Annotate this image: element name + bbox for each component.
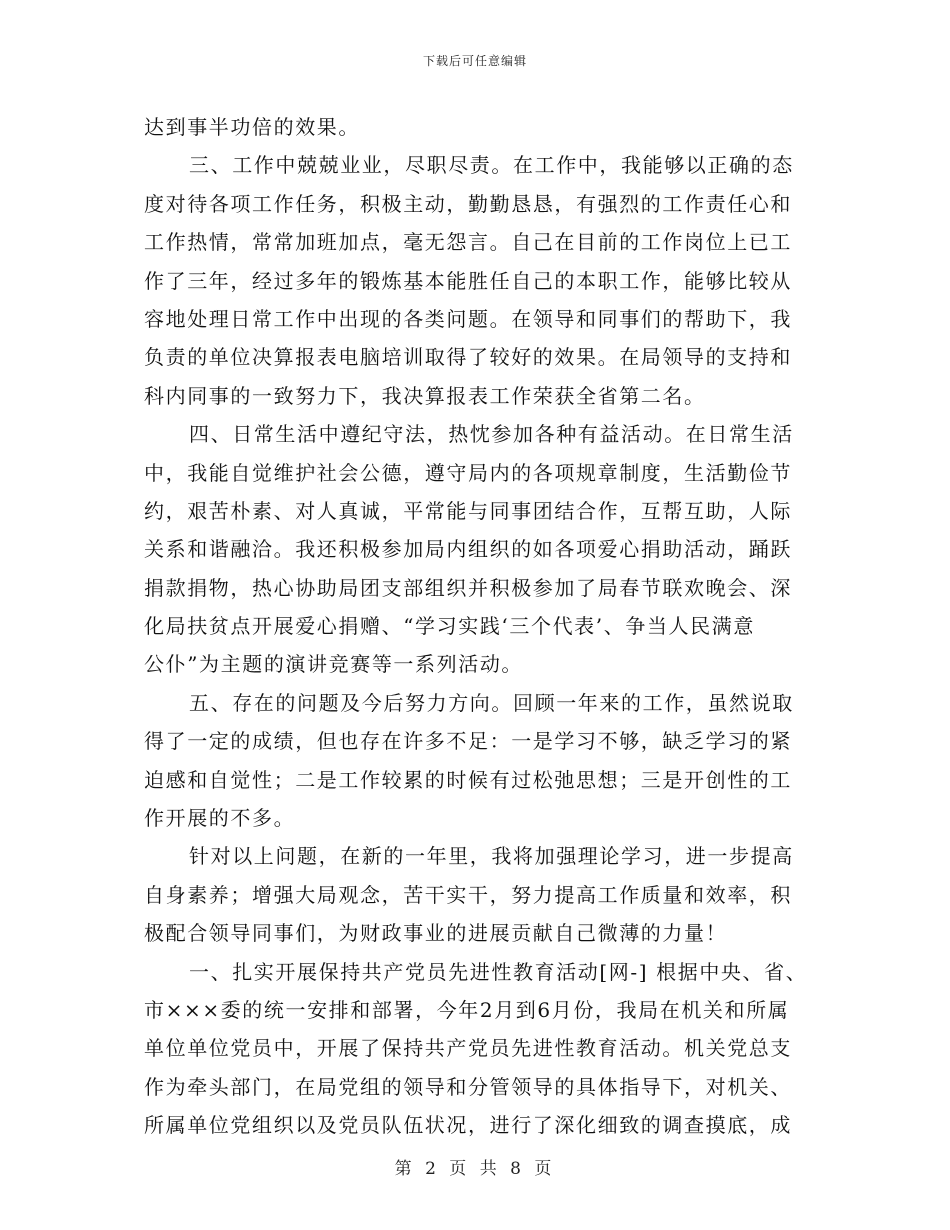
text-line: 作了三年，经过多年的锻炼基本能胜任自己的本职工作，能够比较从 bbox=[144, 268, 792, 293]
text-line: 市×××委的统一安排和部署，今年2月到6月份，我局在机关和所属 bbox=[144, 997, 790, 1022]
text-line: 五、存在的问题及今后努力方向。回顾一年来的工作，虽然说取 bbox=[189, 690, 794, 715]
text-line: 单位单位党员中，开展了保持共产党员先进性教育活动。机关党总支 bbox=[144, 1036, 792, 1061]
text-line: 化局扶贫点开展爱心捐赠、“学习实践‘三个代表’、争当人民满意 bbox=[144, 614, 755, 639]
text-line: 工作热情，常常加班加点，毫无怨言。自己在目前的工作岗位上已工 bbox=[144, 230, 792, 255]
text-line: 迫感和自觉性；二是工作较累的时候有过松弛思想；三是开创性的工 bbox=[144, 767, 792, 792]
text-line: 得了一定的成绩，但也存在许多不足：一是学习不够，缺乏学习的紧 bbox=[144, 729, 792, 754]
page-header: 下载后可任意编辑 bbox=[422, 54, 527, 68]
text-line: 一、扎实开展保持共产党员先进性教育活动[网-] 根据中央、省、 bbox=[189, 959, 808, 984]
text-line: 作为牵头部门，在局党组的领导和分管领导的具体指导下，对机关、 bbox=[144, 1074, 792, 1099]
text-line: 作开展的不多。 bbox=[144, 806, 296, 831]
text-line: 所属单位党组织以及党员队伍状况，进行了深化细致的调查摸底，成 bbox=[144, 1113, 792, 1138]
text-line: 中，我能自觉维护社会公德，遵守局内的各项规章制度，生活勤俭节 bbox=[144, 460, 792, 485]
page-footer: 第 2 页 共 8 页 bbox=[394, 1159, 556, 1179]
text-line: 达到事半功倍的效果。 bbox=[144, 115, 360, 139]
text-line: 约，艰苦朴素、对人真诚，平常能与同事团结合作，互帮互助，人际 bbox=[144, 498, 792, 523]
text-line: 科内同事的一致努力下，我决算报表工作荣获全省第二名。 bbox=[144, 383, 706, 408]
text-line: 负责的单位决算报表电脑培训取得了较好的效果。在局领导的支持和 bbox=[144, 345, 792, 370]
text-line: 容地处理日常工作中出现的各类问题。在领导和同事们的帮助下，我 bbox=[144, 306, 792, 331]
text-line: 极配合领导同事们，为财政事业的进展贡献自己微薄的力量！ bbox=[144, 921, 728, 946]
text-line: 三、工作中兢兢业业，尽职尽责。在工作中，我能够以正确的态 bbox=[189, 153, 794, 178]
text-line: 度对待各项工作任务，积极主动，勤勤恳恳，有强烈的工作责任心和 bbox=[144, 191, 792, 216]
text-line: 捐款捐物，热心协助局团支部组织并积极参加了局春节联欢晚会、深 bbox=[144, 575, 792, 600]
body-text bbox=[144, 108, 809, 1145]
text-line: 关系和谐融洽。我还积极参加局内组织的如各项爱心捐助活动，踊跃 bbox=[144, 537, 792, 562]
text-line: 四、日常生活中遵纪守法，热忱参加各种有益活动。在日常生活 bbox=[189, 422, 794, 447]
text-line: 自身素养；增强大局观念，苦干实干，努力提高工作质量和效率，积 bbox=[144, 882, 792, 907]
text-line: 公仆”为主题的演讲竞赛等一系列活动。 bbox=[144, 652, 524, 677]
text-line: 针对以上问题，在新的一年里，我将加强理论学习，进一步提高 bbox=[189, 844, 794, 869]
